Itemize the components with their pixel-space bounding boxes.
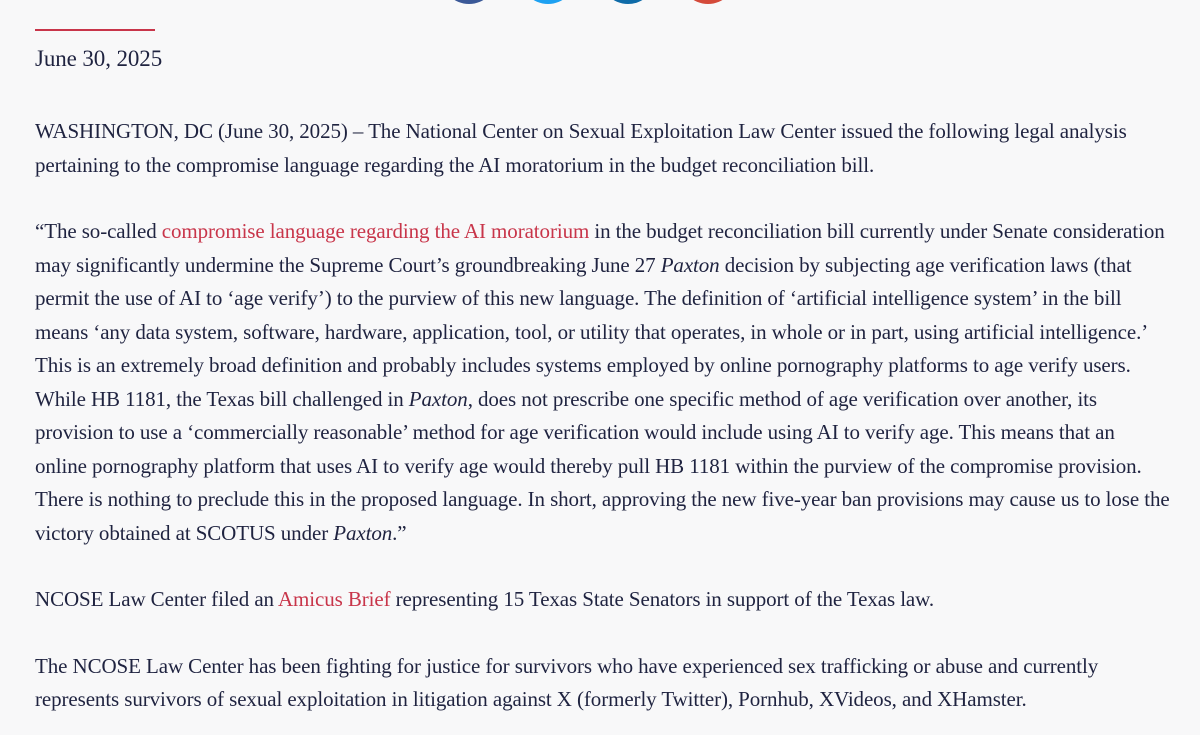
quote-text: “The so-called: [35, 219, 162, 243]
quote-paragraph: [35, 215, 1170, 550]
quote-text: .”: [392, 520, 407, 545]
amicus-brief-link[interactable]: Amicus Brief: [277, 587, 391, 611]
quote-text: , does not prescribe one specific method of age verification over another, its provision to use a ‘commercially reasonable’ method for age verification would include using AI to verify age. This means that an online pornography platform that uses AI to verify age would thereby pull HB 1181 within the purview of the compromise provision. There is nothing to preclude this in the proposed language. In short, approving the new five-year ban provisions may cause us to lose the victory obtained at SCOTUS under: [35, 386, 1170, 545]
case-name: Paxton: [408, 386, 468, 411]
accent-divider: [35, 29, 155, 31]
email-share-button[interactable]: [680, 0, 736, 4]
press-release-article: [35, 40, 1170, 735]
article-date: June 30, 2025: [35, 46, 163, 71]
amicus-text: representing 15 Texas State Senators in support of the Texas law.: [390, 587, 935, 611]
case-name: Paxton: [660, 252, 720, 277]
intro-paragraph: WASHINGTON, DC (June 30, 2025) – The National Center on Sexual Exploitation Law Center issued the following legal analysis pertaining to the compromise language regarding the AI moratorium in the budget reconciliation bill.: [35, 119, 1127, 177]
closing-paragraph: The NCOSE Law Center has been fighting for justice for survivors who have experienced sex trafficking or abuse and currently represents survivors of sexual exploitation in litigation against X (formerly Twitter), Pornhub, XVideos, and XHamster.: [35, 653, 1099, 711]
case-name: Paxton: [333, 520, 393, 545]
quote-text: in the budget reconciliation bill currently under Senate consideration may significantly undermine the Supreme Court’s groundbreaking June 27: [35, 219, 1165, 277]
compromise-language-link[interactable]: compromise language regarding the AI moratorium: [161, 219, 590, 243]
twitter-share-button[interactable]: [520, 0, 576, 4]
facebook-share-button[interactable]: [441, 0, 497, 4]
linkedin-share-button[interactable]: [600, 0, 656, 4]
amicus-text: NCOSE Law Center filed an: [35, 587, 278, 611]
amicus-paragraph: [35, 583, 1170, 617]
quote-text: decision by subjecting age verification laws (that permit the use of AI to ‘age verify’) to the purview of this new language. The definition of ‘artificial intelligence system’ in the bill means ‘any data system, software, hardware, application, tool, or utility that operates, in whole or in part, using artificial intelligence.’ This is an extremely broad definition and probably includes systems employed by online pornography platforms to age verify users. While HB 1181, the Texas bill challenged in: [35, 252, 1147, 411]
